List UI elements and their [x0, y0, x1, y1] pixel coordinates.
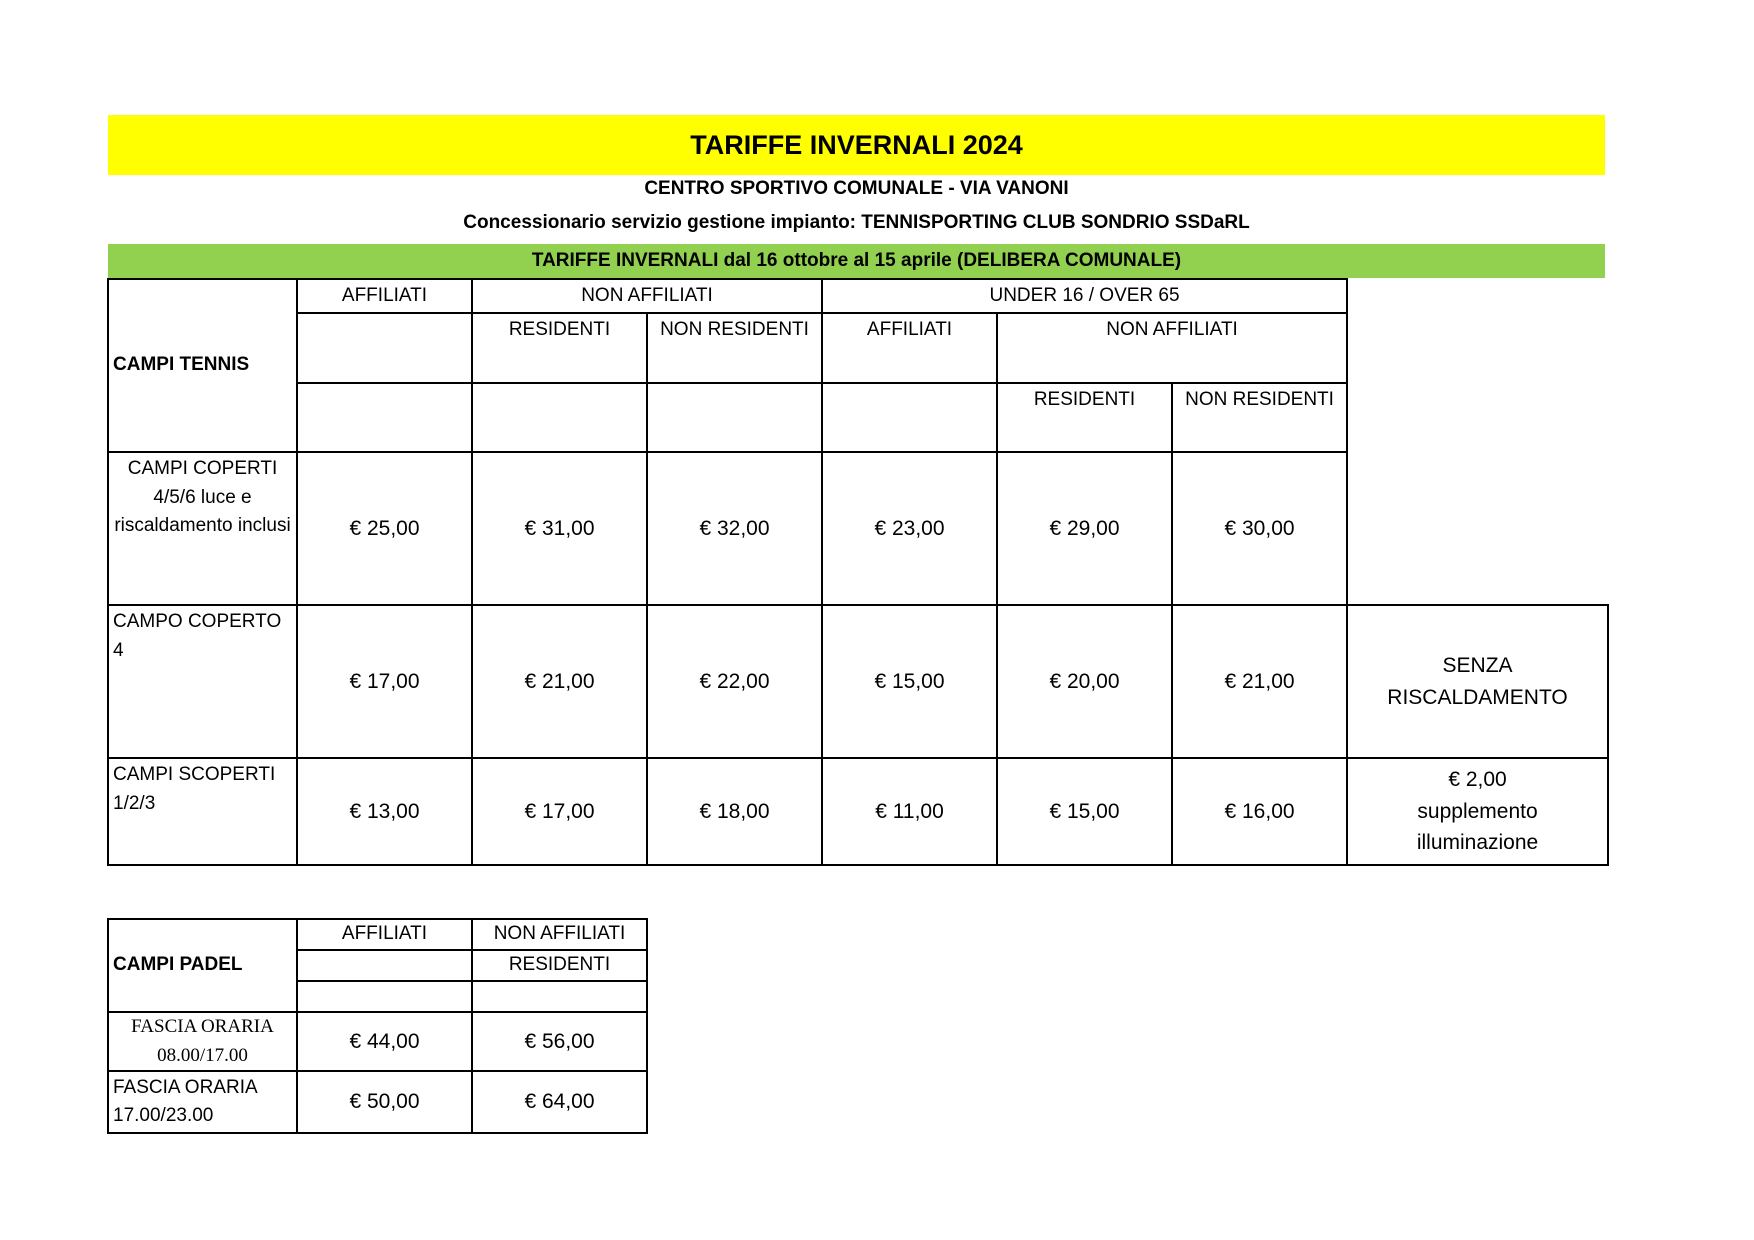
- price-cell: € 17,00: [472, 758, 647, 865]
- note-cell: € 2,00 supplemento illuminazione: [1347, 758, 1608, 865]
- header-blank: [472, 981, 647, 1012]
- padel-row-header: CAMPI PADEL: [108, 919, 297, 1012]
- price-cell: € 15,00: [822, 605, 997, 758]
- header-non-affiliati: NON AFFILIATI: [472, 919, 647, 950]
- price-cell: € 32,00: [647, 452, 822, 605]
- price-cell: € 50,00: [297, 1071, 472, 1133]
- table-row: [108, 1012, 647, 1071]
- tennis-header-row-1: [108, 279, 1608, 313]
- header-non-affiliati: NON AFFILIATI: [472, 279, 822, 313]
- row-label: FASCIA ORARIA 08.00/17.00: [108, 1012, 297, 1071]
- price-cell: € 11,00: [822, 758, 997, 865]
- price-cell: € 20,00: [997, 605, 1172, 758]
- padel-header-row-1: [108, 919, 647, 950]
- header-non-residenti: NON RESIDENTI: [647, 313, 822, 383]
- header-affiliati: AFFILIATI: [297, 279, 472, 313]
- note-cell: SENZA RISCALDAMENTO: [1347, 605, 1608, 758]
- price-cell: € 23,00: [822, 452, 997, 605]
- tennis-table: [107, 278, 1609, 866]
- header-uo-non-residenti: NON RESIDENTI: [1172, 383, 1347, 452]
- tennis-row-header: CAMPI TENNIS: [108, 279, 297, 452]
- price-cell: € 64,00: [472, 1071, 647, 1133]
- row-label: CAMPI SCOPERTI 1/2/3: [108, 758, 297, 865]
- header-blank: [297, 950, 472, 981]
- price-cell: € 56,00: [472, 1012, 647, 1071]
- price-cell: € 25,00: [297, 452, 472, 605]
- header-blank: [297, 981, 472, 1012]
- header-affiliati: AFFILIATI: [297, 919, 472, 950]
- price-cell: € 16,00: [1172, 758, 1347, 865]
- header-blank: [822, 383, 997, 452]
- header-blank: [297, 383, 472, 452]
- price-cell: € 30,00: [1172, 452, 1347, 605]
- table-row: [108, 758, 1608, 865]
- header-under-over: UNDER 16 / OVER 65: [822, 279, 1347, 313]
- price-cell: € 44,00: [297, 1012, 472, 1071]
- price-cell: € 17,00: [297, 605, 472, 758]
- header-residenti: RESIDENTI: [472, 313, 647, 383]
- header-residenti: RESIDENTI: [472, 950, 647, 981]
- header-uo-non-affiliati: NON AFFILIATI: [997, 313, 1347, 383]
- price-cell: € 18,00: [647, 758, 822, 865]
- price-cell: € 21,00: [1172, 605, 1347, 758]
- price-cell: € 29,00: [997, 452, 1172, 605]
- table-row: [108, 605, 1608, 758]
- price-cell: € 13,00: [297, 758, 472, 865]
- header-blank: [647, 383, 822, 452]
- price-cell: € 31,00: [472, 452, 647, 605]
- empty-corner: [1347, 279, 1608, 605]
- row-label: CAMPI COPERTI 4/5/6 luce e riscaldamento inclusi: [108, 452, 297, 605]
- row-label: FASCIA ORARIA 17.00/23.00: [108, 1071, 297, 1133]
- row-label: CAMPO COPERTO 4: [108, 605, 297, 758]
- header-uo-affiliati: AFFILIATI: [822, 313, 997, 383]
- padel-table: [107, 918, 648, 1134]
- price-cell: € 21,00: [472, 605, 647, 758]
- price-cell: € 22,00: [647, 605, 822, 758]
- price-cell: € 15,00: [997, 758, 1172, 865]
- header-blank: [472, 383, 647, 452]
- header-uo-residenti: RESIDENTI: [997, 383, 1172, 452]
- page-title: TARIFFE INVERNALI 2024: [108, 115, 1605, 175]
- concessionaire-line: Concessionario servizio gestione impianto: TENNISPORTING CLUB SONDRIO SSDaRL: [463, 212, 1250, 233]
- table-row: [108, 1071, 647, 1133]
- period-banner: TARIFFE INVERNALI dal 16 ottobre al 15 aprile (DELIBERA COMUNALE): [108, 244, 1605, 278]
- facility-subtitle: CENTRO SPORTIVO COMUNALE - VIA VANONI: [644, 178, 1069, 199]
- header-blank: [297, 313, 472, 383]
